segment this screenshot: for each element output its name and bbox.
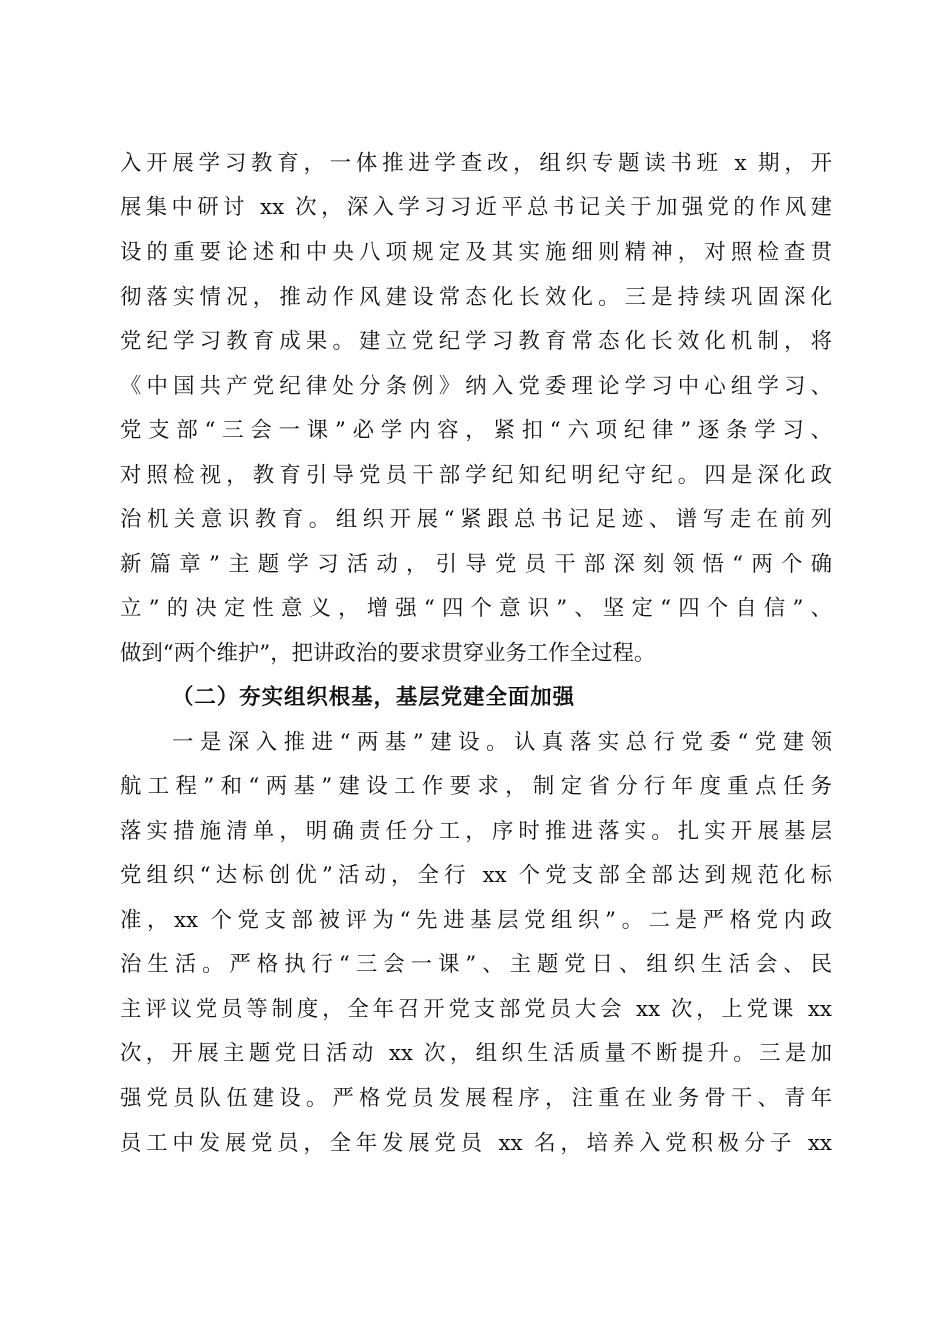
- body-line: 党支部“三会一课”必学内容，紧扣“六项纪律”逐条学习、: [120, 418, 832, 443]
- body-line: 治生活。严格执行“三会一课”、主题党日、组织生活会、民: [120, 952, 832, 977]
- body-line: 治机关意识教育。组织开展“紧跟总书记足迹、谱写走在前列: [120, 507, 832, 532]
- body-line: 入开展学习教育，一体推进学查改，组织专题读书班 x 期，开: [120, 151, 832, 176]
- body-line: 展集中研讨 xx 次，深入学习习近平总书记关于加强党的作风建: [120, 195, 832, 220]
- body-line: 立”的决定性意义，增强“四个意识”、坚定“四个自信”、: [120, 596, 832, 621]
- body-line: 准，xx 个党支部被评为“先进基层党组织”。二是严格党内政: [120, 908, 832, 933]
- body-line: 主评议党员等制度，全年召开党支部党员大会 xx 次，上党课 xx: [120, 997, 832, 1022]
- body-line: 次，开展主题党日活动 xx 次，组织生活质量不断提升。三是加: [120, 1041, 832, 1066]
- body-line: 做到“两个维护”，把讲政治的要求贯穿业务工作全过程。: [120, 641, 656, 666]
- body-line: 对照检视，教育引导党员干部学纪知纪明纪守纪。四是深化政: [120, 463, 832, 488]
- body-line: 强党员队伍建设。严格党员发展程序，注重在业务骨干、青年: [120, 1086, 832, 1111]
- body-line: 新篇章”主题学习活动，引导党员干部深刻领悟“两个确: [120, 552, 832, 577]
- body-line: 设的重要论述和中央八项规定及其实施细则精神，对照检查贯: [120, 240, 832, 265]
- body-line: 党纪学习教育成果。建立党纪学习教育常态化长效化机制，将: [120, 329, 832, 354]
- body-line: 一是深入推进“两基”建设。认真落实总行党委“党建领: [172, 730, 832, 755]
- body-line: 航工程”和“两基”建设工作要求，制定省分行年度重点任务: [120, 774, 832, 799]
- body-line: 《中国共产党纪律处分条例》纳入党委理论学习中心组学习、: [120, 374, 832, 399]
- section-heading: （二）夯实组织根基，基层党建全面加强: [172, 685, 576, 710]
- body-line: 落实措施清单，明确责任分工，序时推进落实。扎实开展基层: [120, 819, 832, 844]
- body-line: 党组织“达标创优”活动，全行 xx 个党支部全部达到规范化标: [120, 863, 832, 888]
- body-line: 彻落实情况，推动作风建设常态化长效化。三是持续巩固深化: [120, 285, 832, 310]
- body-line: 员工中发展党员，全年发展党员 xx 名，培养入党积极分子 xx: [120, 1131, 832, 1156]
